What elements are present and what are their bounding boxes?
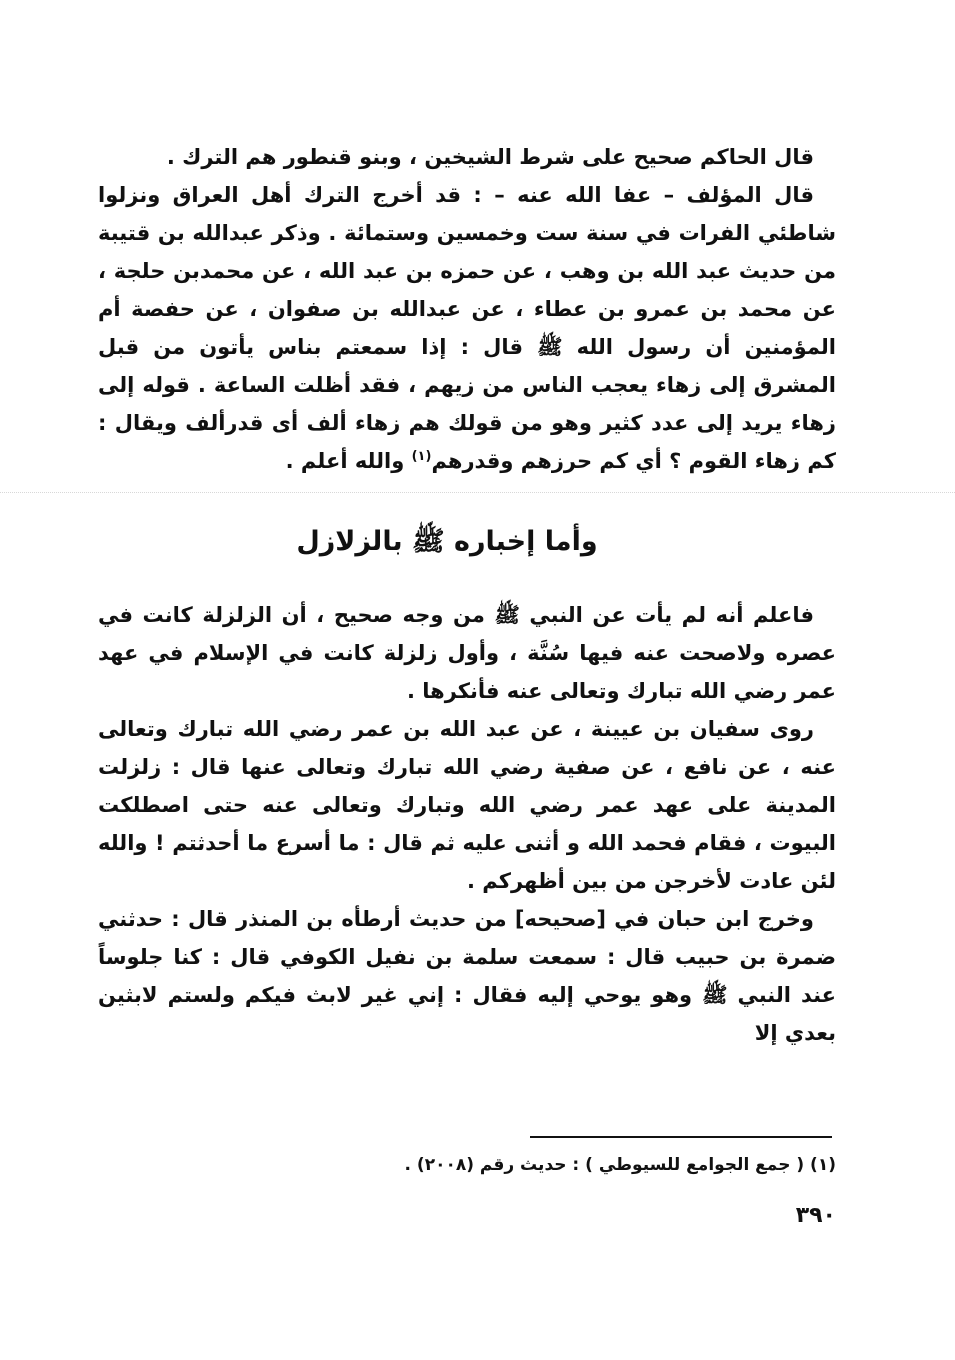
paragraph-hakim: قال الحاكم صحيح على شرط الشيخين ، وبنو قنطور هم الترك . (166, 145, 814, 169)
paragraph-sufyan: روى سفيان بن عيينة ، عن عبد الله بن عمر رضي الله تبارك وتعالى عنه ، عن نافع ، عن صفية رضي الله تبارك وتعالى عنها قال : زلزلت المدينة على عهد عمر رضي الله وتبارك وتعالى عنه حتى اصطلكت البيوت ، فقام فحمد الله و أثنى عليه ثم قال : ما أسرع ما أحدثتم ! والله لئن عادت لأخرجن من بين أظهركم . (98, 717, 836, 893)
paragraph-author (98, 176, 836, 480)
footnote: (١) ( جمع الجوامع للسيوطي ) : حديث رقم (٢٠٠٨) . (404, 1155, 836, 1175)
paragraph-earthquake-intro: فاعلم أنه لم يأت عن النبي ﷺ من وجه صحيح ، أن الزلزلة كانت في عصره ولاصحت عنه فيها سُنَّة ، وأول زلزلة كانت في الإسلام في عهد عمر رضي الله تبارك وتعالى عنه فأنكرها . (98, 603, 836, 703)
top-text-block (98, 138, 836, 480)
footnote-separator (530, 1136, 832, 1138)
paragraph-author-text: قال المؤلف – عفا الله عنه – : قد أخرج الترك أهل العراق ونزلوا شاطئي الفرات في سنة ست وخمسين وستمائة . وذكر عبدالله بن قتيبة من حديث عبد الله بن وهب ، عن حمزه بن عبد الله ، عن محمدبن حلجة ، عن محمد بن عمرو بن عطاء ، عن عبدالله بن صفوان ، عن حفصة أم المؤمنين أن رسول الله ﷺ قال : إذا سمعتم بناس يأتون من قبل المشرق إلى زهاء يعجب الناس من زيهم ، فقد أظلت الساعة . قوله إلى زهاء يريد إلى عدد كثير وهو من قولك هم زهاء ألف أى قدرألف ويقال : كم زهاء القوم ؟ أي كم حرزهم وقدرهم (98, 183, 836, 473)
section-heading: وأما إخباره ﷺ بالزلازل (296, 526, 598, 557)
footnote-marker[interactable]: (١) (411, 449, 432, 464)
page-number: ٣٩٠ (795, 1203, 836, 1228)
paragraph-author-ending: والله أعلم . (285, 449, 405, 473)
scan-artifact-dotted-line (0, 492, 955, 493)
paragraph-ibn-hibban: وخرج ابن حبان في [صحيحه] من حديث أرطأه بن المنذر قال : حدثني ضمرة بن حبيب قال : سمعت سلمة بن نفيل الكوفي قال : كنا جلوساً عند النبي ﷺ وهو يوحي إليه فقال : إني غير لابث فيكم ولستم لابثين بعدي إلا (98, 907, 836, 1045)
section-text-block (98, 596, 836, 1052)
